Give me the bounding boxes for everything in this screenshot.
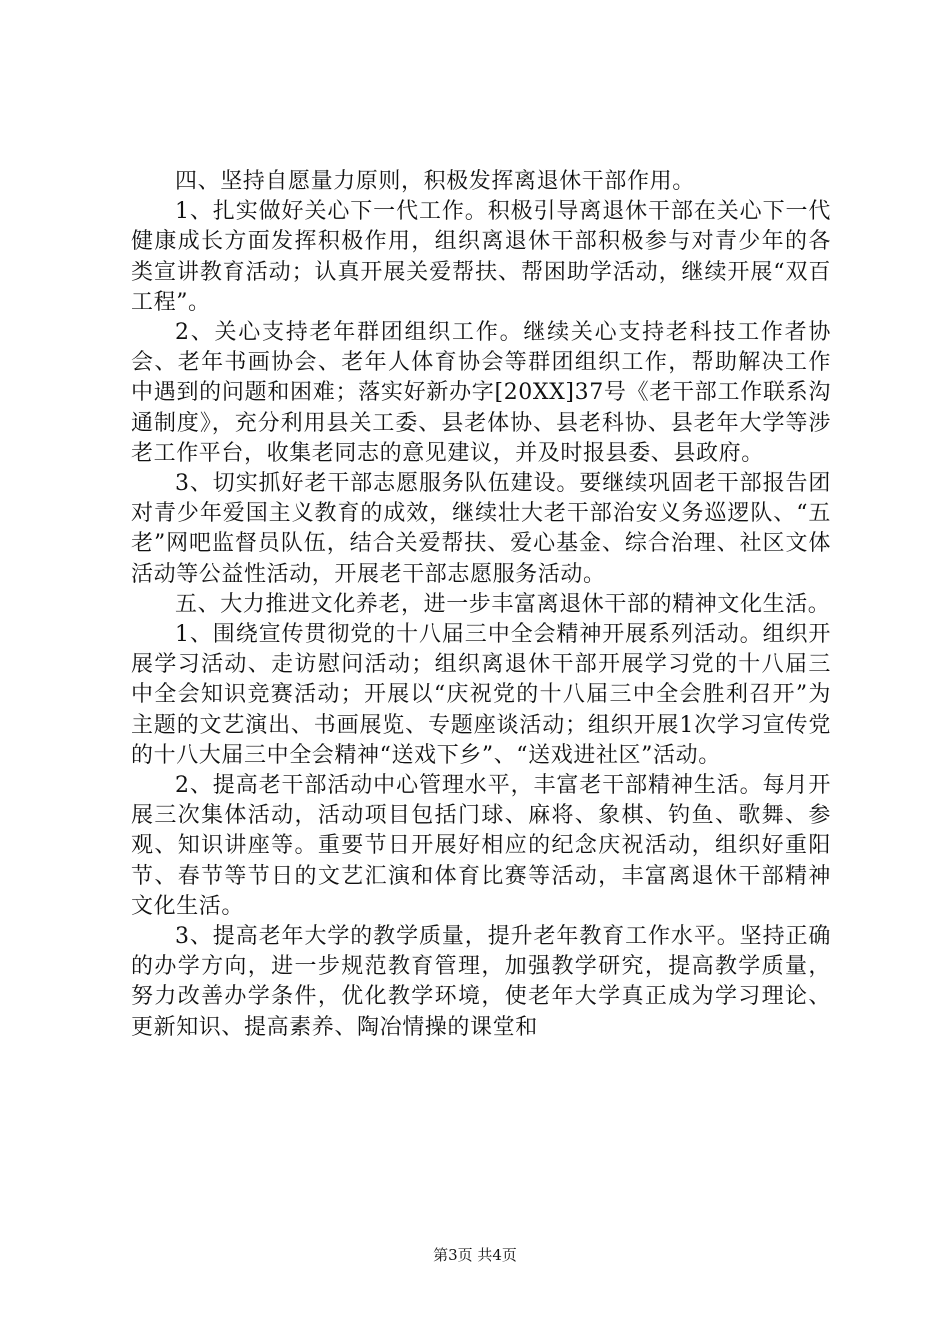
document-body <box>131 167 831 1043</box>
paragraph: 2、提高老干部活动中心管理水平，丰富老干部精神生活。每月开展三次集体活动，活动项目包括门球、麻将、象棋、钓鱼、歌舞、参观、知识讲座等。重要节日开展好相应的纪念庆祝活动，组织好重阳节、春节等节日的文艺汇演和体育比赛等活动，丰富离退休干部精神文化生活。 <box>131 773 831 919</box>
paragraph: 1、扎实做好关心下一代工作。积极引导离退休干部在关心下一代健康成长方面发挥积极作用，组织离退休干部积极参与对青少年的各类宣讲教育活动；认真开展关爱帮扶、帮困助学活动，继续开展“双百工程”。 <box>131 199 831 315</box>
section-heading-5: 五、大力推进文化养老，进一步丰富离退休干部的精神文化生活。 <box>175 591 831 617</box>
section-heading-4: 四、坚持自愿量力原则，积极发挥离退休干部作用。 <box>175 169 695 194</box>
paragraph: 3、提高老年大学的教学质量，提升老年教育工作水平。坚持正确的办学方向，进一步规范教育管理，加强教学研究，提高教学质量，努力改善办学条件，优化教学环境，使老年大学真正成为学习理论、更新知识、提高素养、陶冶情操的课堂和 <box>131 924 831 1040</box>
paragraph: 3、切实抓好老干部志愿服务队伍建设。要继续巩固老干部报告团对青少年爱国主义教育的成效，继续壮大老干部治安义务巡逻队、“五老”网吧监督员队伍，结合关爱帮扶、爱心基金、综合治理、社区文体活动等公益性活动，开展老干部志愿服务活动。 <box>131 471 831 587</box>
paragraph: 2、关心支持老年群团组织工作。继续关心支持老科技工作者协会、老年书画协会、老年人体育协会等群团组织工作，帮助解决工作中遇到的问题和困难；落实好新办字[20XX]37号《老干部工作联系沟通制度》，充分利用县关工委、县老体协、县老科协、县老年大学等涉老工作平台，收集老同志的意见建议，并及时报县委、县政府。 <box>131 320 831 466</box>
page-number-footer: 第3页 共4页 <box>433 1246 517 1264</box>
paragraph: 1、围绕宣传贯彻党的十八届三中全会精神开展系列活动。组织开展学习活动、走访慰问活动；组织离退休干部开展学习党的十八届三中全会知识竞赛活动；开展以“庆祝党的十八届三中全会胜利召开”为主题的文艺演出、书画展览、专题座谈活动；组织开展1次学习宣传党的十八大届三中全会精神“送戏下乡”、“送戏进社区”活动。 <box>131 622 831 768</box>
